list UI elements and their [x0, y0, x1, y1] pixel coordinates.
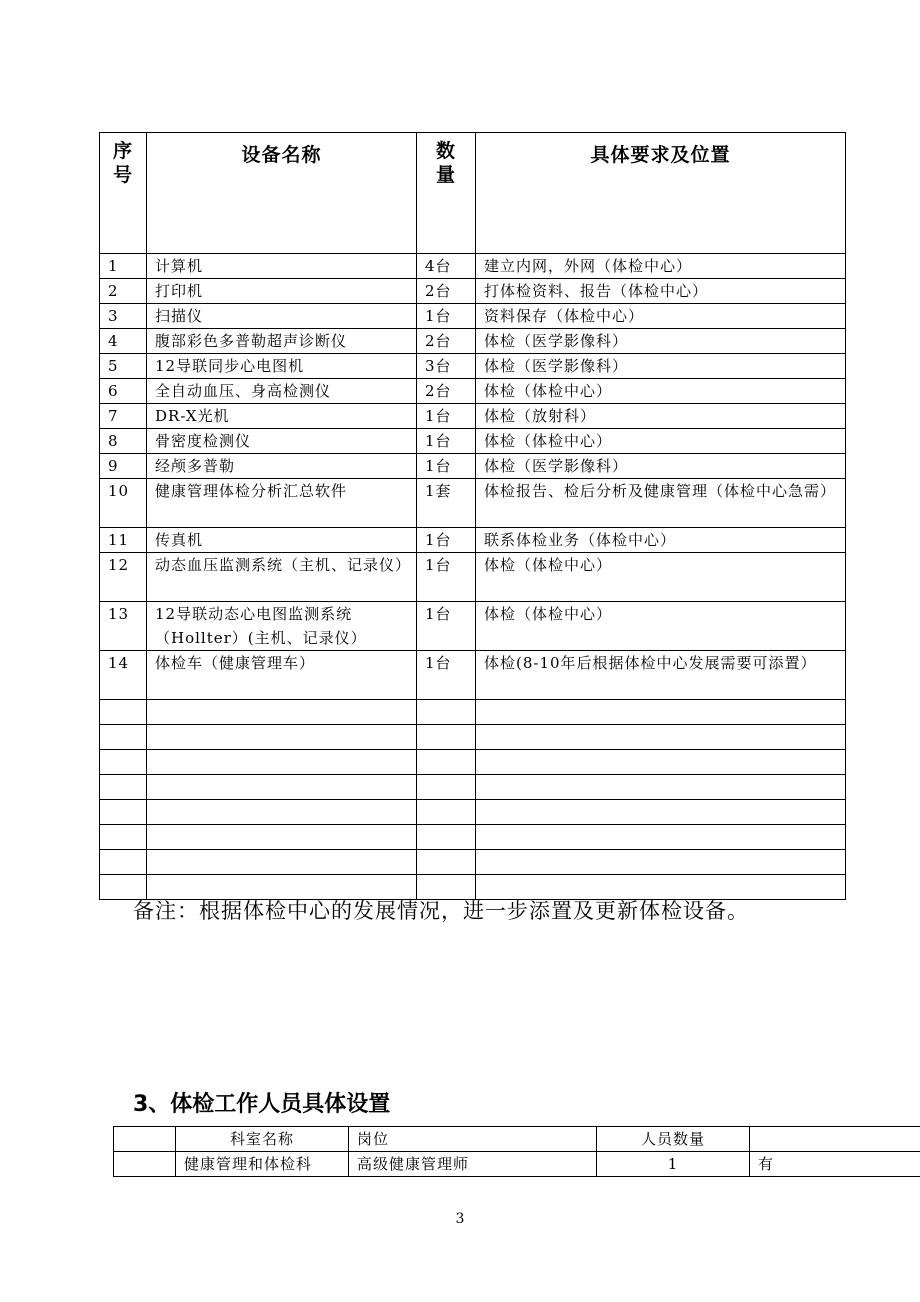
- row-number: 12: [100, 553, 147, 602]
- empty-cell: [476, 800, 846, 825]
- equipment-quantity: 1台: [417, 304, 476, 329]
- empty-cell: [417, 725, 476, 750]
- row-number: 11: [100, 528, 147, 553]
- header-index-line1: 序: [112, 140, 133, 162]
- row-number: 3: [100, 304, 147, 329]
- empty-cell: [147, 825, 417, 850]
- equipment-requirement: 体检（体检中心）: [476, 602, 846, 651]
- empty-row: [100, 750, 846, 775]
- empty-cell: [100, 775, 147, 800]
- empty-cell: [147, 850, 417, 875]
- staff-header-row: [114, 1127, 920, 1152]
- row-number: 2: [100, 279, 147, 304]
- empty-cell: [476, 700, 846, 725]
- equipment-row: [100, 553, 846, 602]
- empty-cell: [476, 725, 846, 750]
- empty-cell: [476, 775, 846, 800]
- equipment-note: 备注：根据体检中心的发展情况，进一步添置及更新体检设备。: [133, 899, 749, 923]
- staff-header-dept: 科室名称: [176, 1127, 349, 1152]
- header-equipment-name: 设备名称: [147, 133, 417, 254]
- equipment-row: [100, 602, 846, 651]
- row-number: 9: [100, 454, 147, 479]
- equipment-row: [100, 254, 846, 279]
- row-number: 14: [100, 651, 147, 700]
- equipment-requirement: 联系体检业务（体检中心）: [476, 528, 846, 553]
- row-number: 13: [100, 602, 147, 651]
- empty-cell: [147, 725, 417, 750]
- staff-row: [114, 1152, 920, 1177]
- equipment-table-body: [100, 254, 846, 900]
- equipment-name: 12导联动态心电图监测系统（Hollter）(主机、记录仪）: [147, 602, 417, 651]
- equipment-name: DR-X光机: [147, 404, 417, 429]
- empty-cell: [476, 750, 846, 775]
- equipment-quantity: 1台: [417, 602, 476, 651]
- empty-cell: [417, 825, 476, 850]
- empty-row: [100, 850, 846, 875]
- empty-cell: [147, 700, 417, 725]
- equipment-quantity: 1台: [417, 553, 476, 602]
- equipment-table: [99, 132, 846, 900]
- empty-cell: [417, 750, 476, 775]
- row-number: 6: [100, 379, 147, 404]
- row-number: 4: [100, 329, 147, 354]
- equipment-requirement: 资料保存（体检中心）: [476, 304, 846, 329]
- equipment-requirement: 建立内网，外网（体检中心）: [476, 254, 846, 279]
- row-number: 1: [100, 254, 147, 279]
- equipment-quantity: 4台: [417, 254, 476, 279]
- equipment-name: 健康管理体检分析汇总软件: [147, 479, 417, 528]
- staff-header-post: 岗位: [349, 1127, 597, 1152]
- equipment-requirement: 体检（放射科）: [476, 404, 846, 429]
- equipment-row: [100, 379, 846, 404]
- staff-table: [113, 1126, 920, 1177]
- equipment-requirement: 体检（体检中心）: [476, 553, 846, 602]
- empty-cell: [100, 750, 147, 775]
- equipment-row: [100, 429, 846, 454]
- equipment-requirement: 体检报告、检后分析及健康管理（体检中心急需）: [476, 479, 846, 528]
- staff-header-extra: [750, 1127, 920, 1152]
- equipment-name: 经颅多普勒: [147, 454, 417, 479]
- staff-cell-post: 高级健康管理师: [349, 1152, 597, 1177]
- equipment-row: [100, 354, 846, 379]
- row-number: 8: [100, 429, 147, 454]
- equipment-header-row: [100, 133, 846, 254]
- staff-header-count: 人员数量: [597, 1127, 750, 1152]
- equipment-name: 扫描仪: [147, 304, 417, 329]
- equipment-quantity: 1台: [417, 429, 476, 454]
- equipment-row: [100, 404, 846, 429]
- equipment-row: [100, 651, 846, 700]
- empty-row: [100, 700, 846, 725]
- equipment-requirement: 打体检资料、报告（体检中心）: [476, 279, 846, 304]
- equipment-name: 全自动血压、身高检测仪: [147, 379, 417, 404]
- equipment-requirement: 体检（医学影像科）: [476, 354, 846, 379]
- empty-cell: [100, 850, 147, 875]
- row-number: 7: [100, 404, 147, 429]
- row-number: 5: [100, 354, 147, 379]
- empty-cell: [417, 700, 476, 725]
- staff-header-blank: [114, 1127, 176, 1152]
- empty-cell: [100, 700, 147, 725]
- staff-cell-dept: 健康管理和体检科: [176, 1152, 349, 1177]
- header-qty-line1: 数: [435, 140, 456, 162]
- equipment-requirement: 体检（医学影像科）: [476, 454, 846, 479]
- empty-cell: [476, 825, 846, 850]
- page-number: 3: [455, 1211, 465, 1227]
- equipment-name: 12导联同步心电图机: [147, 354, 417, 379]
- section-title: 3、体检工作人员具体设置: [133, 1092, 391, 1117]
- staff-cell-count: 1: [597, 1152, 750, 1177]
- equipment-requirement: 体检（体检中心）: [476, 429, 846, 454]
- empty-cell: [147, 775, 417, 800]
- equipment-row: [100, 454, 846, 479]
- equipment-name: 计算机: [147, 254, 417, 279]
- empty-row: [100, 825, 846, 850]
- header-requirement: 具体要求及位置: [476, 133, 846, 254]
- equipment-name: 体检车（健康管理车）: [147, 651, 417, 700]
- equipment-row: [100, 528, 846, 553]
- equipment-name: 传真机: [147, 528, 417, 553]
- equipment-quantity: 3台: [417, 354, 476, 379]
- row-number: 10: [100, 479, 147, 528]
- staff-cell-blank: [114, 1152, 176, 1177]
- empty-row: [100, 775, 846, 800]
- empty-cell: [100, 725, 147, 750]
- empty-cell: [147, 800, 417, 825]
- equipment-row: [100, 329, 846, 354]
- equipment-requirement: 体检（医学影像科）: [476, 329, 846, 354]
- equipment-quantity: 1套: [417, 479, 476, 528]
- header-index-line2: 号: [112, 164, 133, 186]
- empty-cell: [476, 850, 846, 875]
- equipment-quantity: 2台: [417, 329, 476, 354]
- equipment-row: [100, 279, 846, 304]
- equipment-row: [100, 304, 846, 329]
- equipment-requirement: 体检(8-10年后根据体检中心发展需要可添置）: [476, 651, 846, 700]
- equipment-quantity: 1台: [417, 528, 476, 553]
- header-index: [100, 133, 147, 254]
- empty-cell: [417, 850, 476, 875]
- equipment-name: 打印机: [147, 279, 417, 304]
- empty-cell: [100, 825, 147, 850]
- header-qty-line2: 量: [435, 164, 456, 186]
- header-quantity: [417, 133, 476, 254]
- equipment-name: 骨密度检测仪: [147, 429, 417, 454]
- equipment-quantity: 2台: [417, 279, 476, 304]
- empty-row: [100, 800, 846, 825]
- equipment-name: 腹部彩色多普勒超声诊断仪: [147, 329, 417, 354]
- equipment-name: 动态血压监测系统（主机、记录仪）: [147, 553, 417, 602]
- equipment-quantity: 1台: [417, 651, 476, 700]
- empty-cell: [147, 750, 417, 775]
- staff-cell-extra: 有: [750, 1152, 920, 1177]
- equipment-requirement: 体检（体检中心）: [476, 379, 846, 404]
- equipment-quantity: 1台: [417, 454, 476, 479]
- empty-cell: [417, 800, 476, 825]
- equipment-quantity: 1台: [417, 404, 476, 429]
- empty-row: [100, 725, 846, 750]
- empty-cell: [417, 775, 476, 800]
- equipment-row: [100, 479, 846, 528]
- empty-cell: [100, 800, 147, 825]
- equipment-quantity: 2台: [417, 379, 476, 404]
